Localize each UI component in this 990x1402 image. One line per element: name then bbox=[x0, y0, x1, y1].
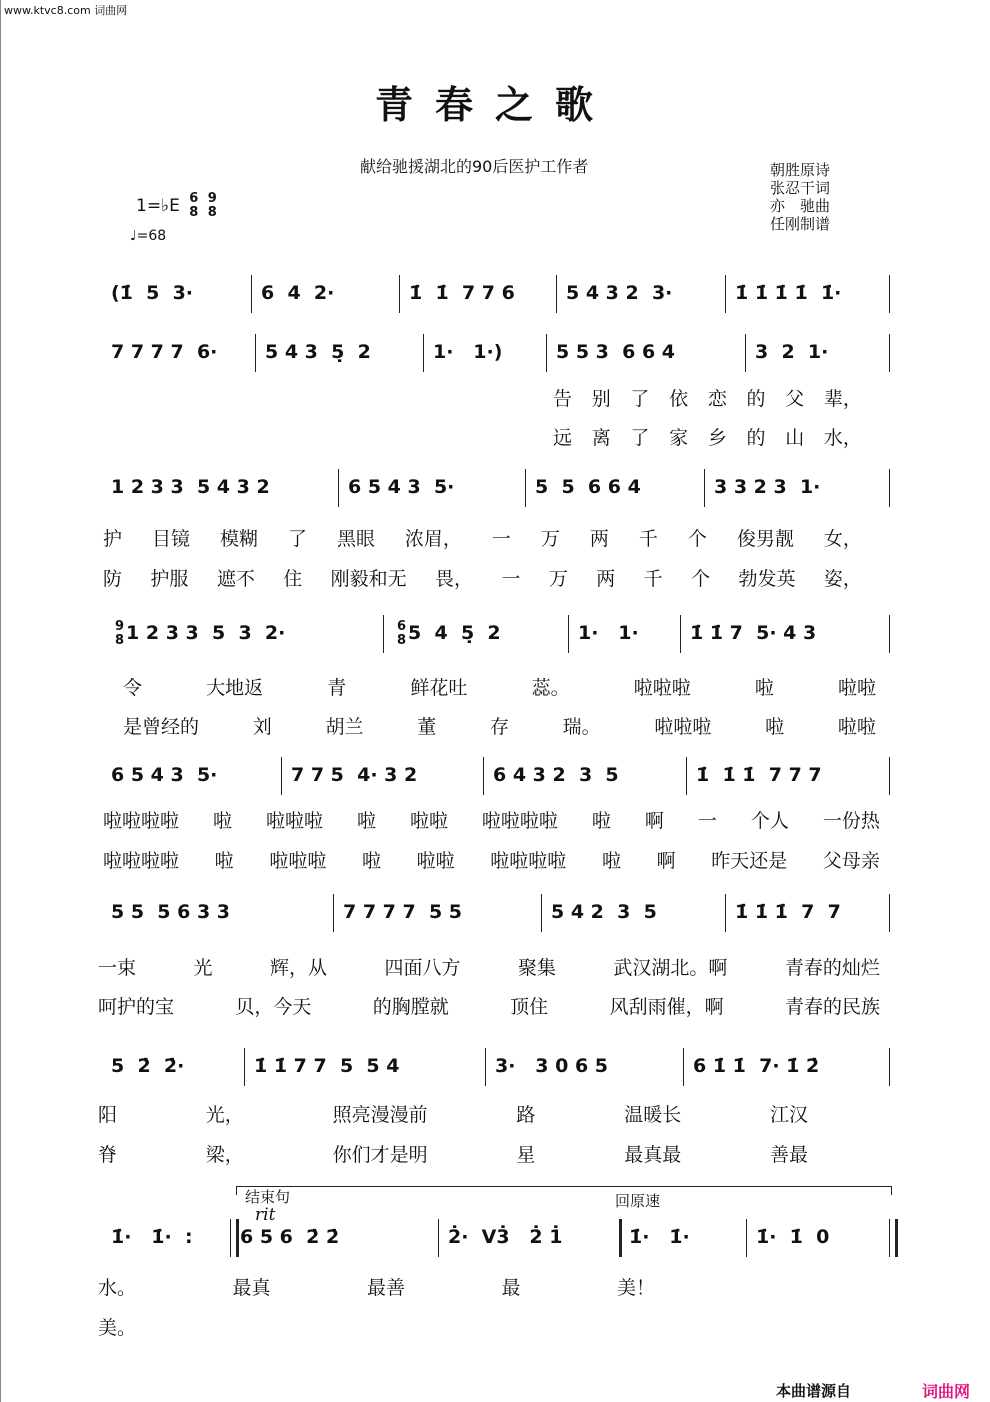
measure bbox=[688, 755, 891, 795]
notes: (1̇ 5 3· bbox=[111, 282, 194, 304]
lyric-line-verse-2 bbox=[103, 564, 862, 591]
lyric-syllable: 万 bbox=[540, 528, 560, 550]
notes: 1̇ 1̇ 1̇ 1̇ 1̇· bbox=[735, 282, 842, 304]
a-tempo-label: 回原速 bbox=[615, 1192, 661, 1210]
measure bbox=[621, 1217, 748, 1257]
lyric-line-verse-1 bbox=[98, 1100, 808, 1127]
lyric-syllable: 啦 bbox=[356, 810, 376, 832]
lyric-syllable: 呵护的宝 bbox=[98, 996, 175, 1018]
measure bbox=[440, 1217, 621, 1257]
lyric-syllable: 恋 bbox=[707, 388, 727, 410]
source-label: 本曲谱源自 bbox=[776, 1382, 852, 1400]
notation-system bbox=[0, 332, 990, 372]
lyric-syllable: 啦啦啦啦 bbox=[481, 810, 558, 832]
barline bbox=[683, 1048, 684, 1086]
measure bbox=[401, 273, 558, 313]
measure bbox=[103, 1046, 246, 1086]
lyric-syllable: 辉，从 bbox=[269, 957, 327, 979]
measure bbox=[335, 892, 543, 932]
lyric-syllable: 青春的民族 bbox=[784, 996, 880, 1018]
notes: 1· 1·) bbox=[433, 341, 503, 363]
lyric-syllable: 啊 bbox=[656, 850, 676, 872]
measure bbox=[103, 892, 335, 932]
barline bbox=[889, 334, 890, 372]
notes: 3 2 1· bbox=[755, 341, 829, 363]
lyric-syllable: 四面八方 bbox=[384, 957, 461, 979]
measure bbox=[570, 613, 682, 653]
lyric-line-verse-1 bbox=[553, 384, 862, 411]
lyric-syllable: 董 bbox=[417, 716, 437, 738]
lyric-syllable: 的 bbox=[746, 388, 766, 410]
lyric-syllable: 离 bbox=[591, 427, 611, 449]
lyric-syllable: 的胸膛就 bbox=[372, 996, 449, 1018]
notes: 5 4 5̣ 2 bbox=[408, 622, 501, 644]
lyric-syllable: 啦 bbox=[591, 810, 611, 832]
tempo-marking: ♩=68 bbox=[130, 228, 167, 244]
song-title: 青春之歌 bbox=[374, 82, 615, 127]
lyric-syllable: 你们才是明 bbox=[332, 1144, 428, 1166]
barline bbox=[619, 1219, 622, 1257]
notes: 1̇· 1̇· : bbox=[111, 1226, 193, 1248]
notation-system bbox=[0, 1217, 990, 1257]
lyric-syllable: 住 bbox=[283, 568, 303, 590]
lyric-syllable: 星 bbox=[516, 1144, 536, 1166]
notes: 6 4 3 2 3 5 bbox=[493, 764, 619, 786]
lyric-syllable: 了 bbox=[630, 427, 650, 449]
lyric-syllable: 一份热 bbox=[822, 810, 880, 832]
measure bbox=[543, 892, 727, 932]
lyric-syllable: 水。 bbox=[98, 1277, 137, 1299]
lyric-syllable: 遮不 bbox=[216, 568, 255, 590]
lyric-syllable: 刚毅和无 bbox=[330, 568, 407, 590]
measure bbox=[685, 1046, 891, 1086]
rit-marking: rit bbox=[255, 1205, 276, 1225]
measure bbox=[103, 467, 340, 507]
lyric-syllable: 父 bbox=[785, 388, 805, 410]
lyric-syllable: 水， bbox=[823, 427, 862, 449]
notes: 5 2̇ 2̇· bbox=[111, 1055, 185, 1077]
notes: 5 4 2 3 5 bbox=[551, 901, 657, 923]
lyric-syllable: 模糊 bbox=[219, 528, 258, 550]
lyric-syllable: 光， bbox=[205, 1104, 244, 1126]
lyric-syllable: 万 bbox=[548, 568, 568, 590]
lyric-syllable: 啦 bbox=[361, 850, 381, 872]
lyric-syllable: 路 bbox=[516, 1104, 536, 1126]
lyric-line-verse-1 bbox=[103, 806, 880, 833]
lyric-syllable: 乡 bbox=[707, 427, 727, 449]
lyric-syllable: 武汉湖北。啊 bbox=[613, 957, 728, 979]
notation-system bbox=[0, 755, 990, 795]
measure bbox=[385, 613, 570, 653]
lyric-syllable: 护服 bbox=[150, 568, 189, 590]
notes: 6 5 4 3 5· bbox=[111, 764, 218, 786]
barline bbox=[556, 275, 557, 313]
lyric-syllable: 啦啦啦 bbox=[269, 850, 327, 872]
lyric-syllable: 个 bbox=[691, 568, 711, 590]
measure bbox=[246, 1046, 487, 1086]
barline bbox=[889, 275, 890, 313]
barline bbox=[230, 1219, 239, 1257]
barline bbox=[383, 615, 384, 653]
lyric-syllable: 啦啦啦啦 bbox=[103, 810, 180, 832]
notes: 2̇· V3̇ 2̇ 1̇ bbox=[448, 1226, 563, 1248]
lyric-syllable: 大地返 bbox=[206, 677, 264, 699]
measure bbox=[257, 332, 425, 372]
lyric-syllable: 贝，今天 bbox=[235, 996, 312, 1018]
measure bbox=[103, 332, 257, 372]
key-signature bbox=[136, 192, 217, 220]
lyric-line-verse-2 bbox=[103, 846, 880, 873]
watermark: www.ktvc8.com 词曲网 bbox=[4, 4, 128, 17]
lyric-syllable: 最真 bbox=[232, 1277, 271, 1299]
lyric-syllable: 别 bbox=[591, 388, 611, 410]
barline bbox=[255, 334, 256, 372]
measure bbox=[425, 332, 548, 372]
lyric-syllable: 鲜花吐 bbox=[410, 677, 468, 699]
time-signature: 9 8 bbox=[115, 618, 125, 648]
measure bbox=[727, 273, 891, 313]
notes: 1̇· 1̇· bbox=[629, 1226, 690, 1248]
lyric-syllable: 青春的灿烂 bbox=[784, 957, 880, 979]
time-signature-9-8: 9 8 bbox=[207, 191, 217, 220]
lyric-syllable: 的 bbox=[746, 427, 766, 449]
barline bbox=[889, 894, 890, 932]
measure bbox=[253, 273, 401, 313]
lyric-syllable: 瑞。 bbox=[562, 716, 601, 738]
lyric-syllable: 畏， bbox=[435, 568, 474, 590]
measure bbox=[747, 332, 891, 372]
lyric-syllable: 令 bbox=[123, 677, 143, 699]
barline bbox=[889, 757, 890, 795]
notes: 1 2 3 3 5 3 2· bbox=[126, 622, 286, 644]
notation-system bbox=[0, 892, 990, 932]
coda-label: 结束句 bbox=[245, 1188, 291, 1206]
barline bbox=[889, 1048, 890, 1086]
lyric-line-verse-1 bbox=[98, 953, 880, 980]
measure bbox=[527, 467, 706, 507]
lyric-syllable: 啦 bbox=[212, 810, 232, 832]
source-logo[interactable]: 词曲网 bbox=[922, 1382, 971, 1401]
notes: 6 5 4 3 5· bbox=[348, 476, 455, 498]
barline bbox=[889, 1219, 898, 1257]
measure bbox=[103, 273, 253, 313]
notes: 6 4 2· bbox=[261, 282, 335, 304]
lyric-syllable: 一 bbox=[501, 568, 521, 590]
notes: 3· 3 0 6 5 bbox=[495, 1055, 609, 1077]
lyric-syllable: 啦啦啦 bbox=[633, 677, 691, 699]
barline bbox=[251, 275, 252, 313]
time-signature-6-8: 6 8 bbox=[189, 191, 199, 220]
measure bbox=[103, 1217, 232, 1257]
notes: 1 2 3 3 5 4 3 2 bbox=[111, 476, 270, 498]
lyric-syllable: 千 bbox=[638, 528, 658, 550]
lyric-syllable: 聚集 bbox=[517, 957, 556, 979]
lyric-syllable: 最真最 bbox=[624, 1144, 682, 1166]
notes: 5 5 6 6 4 bbox=[535, 476, 641, 498]
lyric-syllable: 姿， bbox=[823, 568, 862, 590]
measure bbox=[748, 1217, 891, 1257]
credit-notation: 任刚制谱 bbox=[770, 215, 831, 233]
lyric-line-verse-2 bbox=[123, 712, 876, 739]
barline bbox=[423, 334, 424, 372]
lyric-syllable: 美！ bbox=[616, 1277, 655, 1299]
notation-system bbox=[0, 467, 990, 507]
lyric-syllable: 照亮漫漫前 bbox=[332, 1104, 428, 1126]
lyric-syllable: 浓眉， bbox=[404, 528, 462, 550]
lyric-syllable: 一 bbox=[491, 528, 511, 550]
barline bbox=[438, 1219, 439, 1257]
lyric-syllable: 善最 bbox=[769, 1144, 808, 1166]
lyric-line-verse-1 bbox=[103, 524, 862, 551]
notes: 6 1̇ 1̇ 7· 1̇ 2̇ bbox=[693, 1055, 820, 1077]
barline bbox=[399, 275, 400, 313]
measure bbox=[727, 892, 891, 932]
lyric-syllable: 山 bbox=[785, 427, 805, 449]
measure bbox=[487, 1046, 685, 1086]
barline bbox=[686, 757, 687, 795]
lyric-syllable: 昨天还是 bbox=[711, 850, 788, 872]
lyric-syllable: 顶住 bbox=[510, 996, 549, 1018]
barline bbox=[704, 469, 705, 507]
notes: 5 5 3 6 6 4 bbox=[556, 341, 676, 363]
lyric-syllable: 一 bbox=[697, 810, 717, 832]
lyric-syllable: 阳 bbox=[98, 1104, 118, 1126]
lyric-syllable: 江汉 bbox=[769, 1104, 808, 1126]
notes: 1· 1· bbox=[578, 622, 639, 644]
barline bbox=[746, 1219, 747, 1257]
notes: 5 5 5 6 3 3 bbox=[111, 901, 231, 923]
lyric-syllable: 刘 bbox=[252, 716, 272, 738]
measure bbox=[558, 273, 727, 313]
measure bbox=[283, 755, 485, 795]
lyric-syllable: 个 bbox=[687, 528, 707, 550]
notes: 5 4 3 5̣ 2 bbox=[265, 341, 371, 363]
lyric-syllable: 女， bbox=[823, 528, 862, 550]
notes: 1̇· 1̇ 0 bbox=[756, 1226, 830, 1248]
barline bbox=[745, 334, 746, 372]
lyric-syllable: 啦啦啦 bbox=[265, 810, 323, 832]
lyric-syllable: 啦 bbox=[754, 677, 774, 699]
barline bbox=[333, 894, 334, 932]
notation-system bbox=[0, 273, 990, 313]
barline bbox=[244, 1048, 245, 1086]
credit-lyrics: 张忍干词 bbox=[770, 179, 831, 197]
key: 1=♭E bbox=[136, 196, 180, 216]
credits bbox=[770, 161, 830, 233]
lyric-syllable: 温暖长 bbox=[624, 1104, 682, 1126]
lyric-syllable: 啦啦 bbox=[837, 677, 876, 699]
lyric-syllable: 两 bbox=[589, 528, 609, 550]
lyric-line-verse-2 bbox=[553, 423, 862, 450]
notation-system bbox=[0, 1046, 990, 1086]
notes: 6 5 6 2̇ 2̇ bbox=[240, 1226, 340, 1248]
measure bbox=[485, 755, 688, 795]
lyric-syllable: 胡兰 bbox=[325, 716, 364, 738]
lyric-syllable: 两 bbox=[596, 568, 616, 590]
credit-poem: 朝胜原诗 bbox=[770, 161, 831, 179]
notes: 5 4 3 2 3· bbox=[566, 282, 673, 304]
lyric-syllable: 辈， bbox=[823, 388, 862, 410]
notes: 7 7 5 4· 3 2 bbox=[291, 764, 418, 786]
lyric-syllable: 个人 bbox=[750, 810, 789, 832]
barline bbox=[680, 615, 681, 653]
lyric-syllable: 了 bbox=[287, 528, 307, 550]
barline bbox=[541, 894, 542, 932]
lyric-syllable: 最善 bbox=[366, 1277, 405, 1299]
lyric-syllable: 啦 bbox=[601, 850, 621, 872]
lyric-line-verse-2 bbox=[98, 1140, 808, 1167]
credit-music: 亦 驰曲 bbox=[770, 197, 831, 215]
barline bbox=[889, 615, 890, 653]
barline bbox=[525, 469, 526, 507]
lyric-syllable: 防 bbox=[103, 568, 123, 590]
lyric-syllable: 护 bbox=[103, 528, 123, 550]
lyric-syllable: 了 bbox=[630, 388, 650, 410]
lyric-syllable: 啦啦啦啦 bbox=[103, 850, 180, 872]
lyric-syllable: 最 bbox=[501, 1277, 521, 1299]
lyric-line-verse-1 bbox=[98, 1273, 655, 1300]
lyric-syllable: 啦啦啦啦 bbox=[490, 850, 567, 872]
lyric-syllable: 一束 bbox=[98, 957, 137, 979]
barline bbox=[338, 469, 339, 507]
lyric-syllable: 光 bbox=[193, 957, 213, 979]
page-border bbox=[0, 0, 1, 1402]
barline bbox=[483, 757, 484, 795]
lyric-syllable: 风刮雨催，啊 bbox=[609, 996, 724, 1018]
lyric-syllable: 啦啦 bbox=[409, 810, 448, 832]
barline bbox=[889, 469, 890, 507]
lyric-syllable: 梁， bbox=[205, 1144, 244, 1166]
lyric-syllable: 美。 bbox=[98, 1317, 137, 1339]
notes: 1̇ 1̇ 7 5· 4 3 bbox=[690, 622, 817, 644]
barline bbox=[546, 334, 547, 372]
lyric-syllable: 黑眼 bbox=[336, 528, 375, 550]
lyric-syllable: 青 bbox=[327, 677, 347, 699]
lyric-syllable: 父母亲 bbox=[822, 850, 880, 872]
lyric-syllable: 勃发英 bbox=[738, 568, 796, 590]
lyric-syllable: 千 bbox=[643, 568, 663, 590]
lyric-syllable: 远 bbox=[553, 427, 573, 449]
dedication: 献给驰援湖北的90后医护工作者 bbox=[360, 157, 589, 176]
measure bbox=[682, 613, 891, 653]
notes: 3 3 2 3 1· bbox=[714, 476, 821, 498]
barline bbox=[281, 757, 282, 795]
lyric-syllable: 告 bbox=[553, 388, 573, 410]
notes: 1̇ 1̇ 1̇ 7 7 7 bbox=[696, 764, 822, 786]
measure bbox=[548, 332, 747, 372]
lyric-syllable: 脊 bbox=[98, 1144, 118, 1166]
lyric-syllable: 啦 bbox=[214, 850, 234, 872]
barline bbox=[485, 1048, 486, 1086]
lyric-syllable: 啦 bbox=[765, 716, 785, 738]
coda-bracket bbox=[236, 1186, 892, 1195]
notes: 7 7 7 7 6· bbox=[111, 341, 218, 363]
measure bbox=[103, 755, 283, 795]
barline bbox=[568, 615, 569, 653]
lyric-syllable: 目镜 bbox=[151, 528, 190, 550]
barline bbox=[725, 275, 726, 313]
lyric-syllable: 是曾经的 bbox=[123, 716, 200, 738]
notes: 1̇ 1̇ 7 7 5 5 4 bbox=[254, 1055, 400, 1077]
lyric-syllable: 家 bbox=[669, 427, 689, 449]
lyric-syllable: 啊 bbox=[644, 810, 664, 832]
lyric-syllable: 啦啦 bbox=[837, 716, 876, 738]
lyric-syllable: 啦啦啦 bbox=[654, 716, 712, 738]
lyric-syllable: 啦啦 bbox=[416, 850, 455, 872]
lyric-syllable: 俊男靓 bbox=[736, 528, 794, 550]
measure bbox=[103, 613, 385, 653]
measure bbox=[340, 467, 527, 507]
lyric-syllable: 依 bbox=[669, 388, 689, 410]
notes: 1̇ 1̇ 1̇ 7 7 bbox=[735, 901, 841, 923]
notes: 1̇ 1̇ 7 7 6 bbox=[409, 282, 515, 304]
time-signature: 6 8 bbox=[397, 618, 407, 648]
lyric-line-verse-2 bbox=[98, 1313, 137, 1340]
lyric-syllable: 蕊。 bbox=[531, 677, 570, 699]
lyric-syllable: 存 bbox=[489, 716, 509, 738]
barline bbox=[725, 894, 726, 932]
measure bbox=[706, 467, 891, 507]
lyric-line-verse-2 bbox=[98, 992, 880, 1019]
lyric-line-verse-1 bbox=[123, 673, 876, 700]
notes: 7 7 7 7 5 5 bbox=[343, 901, 463, 923]
notation-system bbox=[0, 613, 990, 653]
